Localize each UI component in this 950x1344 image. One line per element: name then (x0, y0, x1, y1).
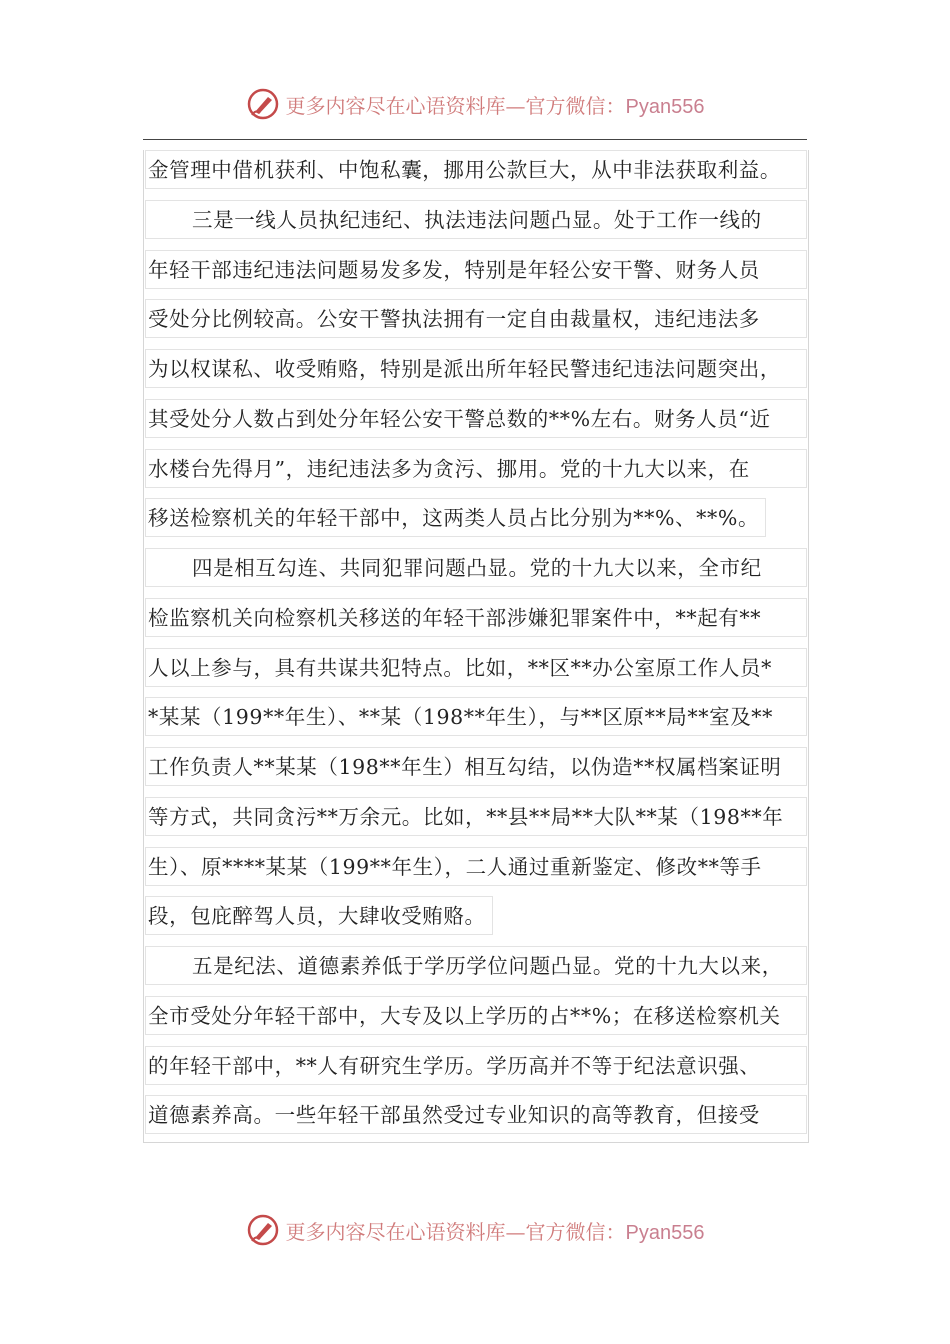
text-line: 为以权谋私、收受贿赂，特别是派出所年轻民警违纪违法问题突出， (145, 349, 807, 388)
text-line: 等方式，共同贪污**万余元。比如，**县**局**大队**某（198**年 (145, 797, 807, 836)
footer-banner-text: 更多内容尽在心语资料库—官方微信：Pyan556 (285, 1219, 705, 1244)
header-banner (0, 84, 950, 124)
header-banner-text: 更多内容尽在心语资料库—官方微信：Pyan556 (285, 93, 705, 118)
header-divider (143, 139, 807, 140)
text-line: 移送检察机关的年轻干部中，这两类人员占比分别为**%、**%。 (145, 498, 766, 537)
text-line: 三是一线人员执纪违纪、执法违法问题凸显。处于工作一线的 (145, 200, 807, 239)
text-line: 水楼台先得月”，违纪违法多为贪污、挪用。党的十九大以来，在 (145, 449, 807, 488)
text-line: *某某（199**年生）、**某（198**年生），与**区原**局**室及** (145, 697, 807, 736)
text-line: 的年轻干部中，**人有研究生学历。学历高并不等于纪法意识强、 (145, 1046, 807, 1085)
text-line: 其受处分人数占到处分年轻公安干警总数的**%左右。财务人员“近 (145, 399, 807, 438)
text-line: 四是相互勾连、共同犯罪问题凸显。党的十九大以来，全市纪 (145, 548, 807, 587)
text-line: 段，包庇醉驾人员，大肆收受贿赂。 (145, 896, 493, 935)
pen-nib-logo-icon (246, 87, 280, 121)
text-line: 金管理中借机获利、中饱私囊，挪用公款巨大，从中非法获取利益。 (145, 150, 807, 189)
text-line: 道德素养高。一些年轻干部虽然受过专业知识的高等教育，但接受 (145, 1095, 807, 1134)
text-line: 年轻干部违纪违法问题易发多发，特别是年轻公安干警、财务人员 (145, 250, 807, 289)
text-line: 工作负责人**某某（198**年生）相互勾结，以伪造**权属档案证明 (145, 747, 807, 786)
document-body (145, 150, 810, 1145)
text-line: 五是纪法、道德素养低于学历学位问题凸显。党的十九大以来， (145, 946, 807, 985)
pen-nib-logo-icon (246, 1213, 280, 1247)
text-line: 生）、原****某某（199**年生），二人通过重新鉴定、修改**等手 (145, 847, 807, 886)
text-line: 全市受处分年轻干部中，大专及以上学历的占**%；在移送检察机关 (145, 996, 807, 1035)
text-line: 检监察机关向检察机关移送的年轻干部涉嫌犯罪案件中，**起有** (145, 598, 807, 637)
text-line: 受处分比例较高。公安干警执法拥有一定自由裁量权，违纪违法多 (145, 299, 807, 338)
text-line: 人以上参与，具有共谋共犯特点。比如，**区**办公室原工作人员* (145, 648, 807, 687)
footer-banner (0, 1210, 950, 1250)
